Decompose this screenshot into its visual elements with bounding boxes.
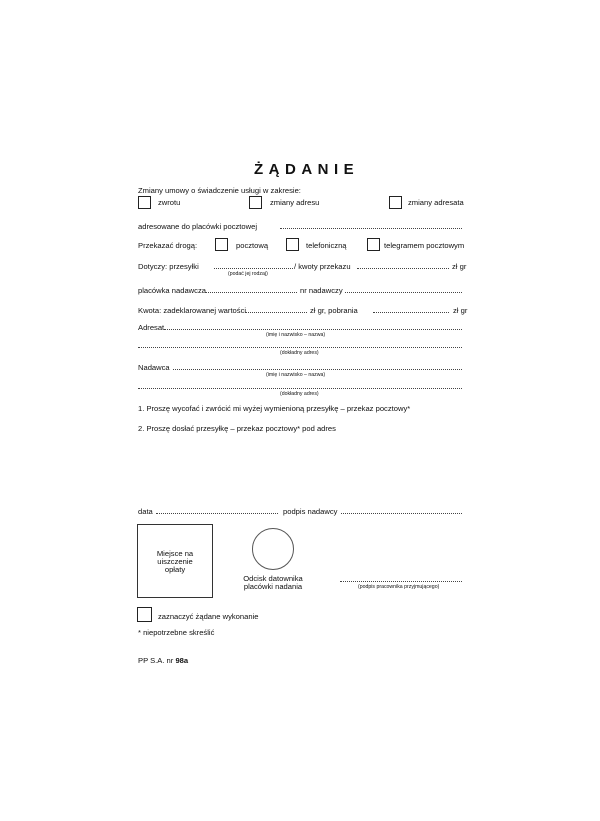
addressee-label: Adresat bbox=[138, 323, 165, 332]
declared-currency2: zł gr bbox=[453, 306, 468, 315]
form-code-prefix: PP S.A. nr bbox=[138, 656, 174, 665]
date-field[interactable] bbox=[156, 513, 278, 514]
option-zwrotu-label: zwrotu bbox=[158, 198, 181, 207]
amount-label: / kwoty przekazu bbox=[294, 262, 351, 271]
sender-name-field[interactable] bbox=[173, 369, 462, 370]
addressee-address-hint: (dokładny adres) bbox=[280, 350, 319, 356]
instruction-2: 2. Proszę dosłać przesyłkę – przekaz pocztowy* pod adres bbox=[138, 424, 336, 433]
stamp-label-1: Odcisk datownika bbox=[243, 574, 303, 583]
sender-no-label: nr nadawczy bbox=[300, 286, 343, 295]
worker-signature-field[interactable] bbox=[340, 581, 462, 582]
addressee-name-hint: (imię i nazwisko – nazwa) bbox=[266, 332, 326, 338]
cod-field[interactable] bbox=[373, 312, 449, 313]
sender-address-hint: (dokładny adres) bbox=[280, 391, 319, 397]
fee-box-line1: Miejsce na bbox=[156, 549, 194, 558]
mark-label: zaznaczyć żądane wykonanie bbox=[158, 612, 259, 621]
stamp-label-2: placówki nadania bbox=[243, 582, 303, 591]
transfer-telegramem-label: telegramem pocztowym bbox=[384, 241, 465, 250]
option-zmiany-adresu-label: zmiany adresu bbox=[270, 198, 320, 207]
sending-post-field[interactable] bbox=[205, 292, 297, 293]
amount-field[interactable] bbox=[357, 268, 449, 269]
instruction-1: 1. Proszę wycofać i zwrócić mi wyżej wymienioną przesyłkę – przekaz pocztowy* bbox=[138, 404, 411, 413]
transfer-pocztowa-label: pocztową bbox=[236, 241, 269, 250]
declared-label: Kwota: zadeklarowanej wartości bbox=[138, 306, 247, 315]
checkbox-zmiany-adresu[interactable] bbox=[249, 196, 262, 209]
checkbox-mark-requested[interactable] bbox=[137, 607, 152, 622]
checkbox-pocztowa[interactable] bbox=[215, 238, 228, 251]
date-label: data bbox=[138, 507, 153, 516]
signature-field[interactable] bbox=[341, 513, 462, 514]
footnote: * niepotrzebne skreślić bbox=[138, 628, 215, 637]
sender-name-hint: (imię i nazwisko – nazwa) bbox=[266, 372, 326, 378]
shipment-type-hint: (podać jej rodzaj) bbox=[228, 271, 268, 277]
sending-post-label: placówka nadawcza bbox=[138, 286, 206, 295]
transfer-label: Przekazać drogą: bbox=[138, 241, 198, 250]
transfer-telefoniczna-label: telefoniczną bbox=[306, 241, 347, 250]
fee-box-line3: opłaty bbox=[164, 565, 186, 574]
intro-text: Zmiany umowy o świadczenie usługi w zakresie: bbox=[138, 186, 301, 195]
signature-label: podpis nadawcy bbox=[283, 507, 338, 516]
option-zmiany-adresata-label: zmiany adresata bbox=[408, 198, 464, 207]
checkbox-telegramem[interactable] bbox=[367, 238, 380, 251]
page-title: ŻĄDANIE bbox=[254, 161, 360, 178]
addressed-to-label: adresowane do placówki pocztowej bbox=[138, 222, 258, 231]
addressee-name-field[interactable] bbox=[164, 329, 462, 330]
fee-box bbox=[137, 524, 213, 598]
amount-currency: zł gr bbox=[452, 262, 467, 271]
shipment-type-field[interactable] bbox=[214, 268, 293, 269]
form-code-number: 98a bbox=[175, 656, 189, 665]
addressee-address-field[interactable] bbox=[138, 347, 462, 348]
checkbox-zwrotu[interactable] bbox=[138, 196, 151, 209]
checkbox-telefoniczna[interactable] bbox=[286, 238, 299, 251]
sender-address-field[interactable] bbox=[138, 388, 462, 389]
declared-value-field[interactable] bbox=[245, 312, 307, 313]
concerns-label: Dotyczy: przesyłki bbox=[138, 262, 199, 271]
checkbox-zmiany-adresata[interactable] bbox=[389, 196, 402, 209]
sender-no-field[interactable] bbox=[345, 292, 462, 293]
sender-label: Nadawca bbox=[138, 363, 170, 372]
worker-signature-hint: (podpis pracownika przyjmującego) bbox=[358, 584, 440, 590]
fee-box-line2: uiszczenie bbox=[157, 557, 193, 566]
addressed-to-field[interactable] bbox=[280, 228, 462, 229]
form-code bbox=[138, 656, 188, 665]
postmark-circle bbox=[252, 528, 294, 570]
declared-currency1: zł gr, pobrania bbox=[310, 306, 358, 315]
